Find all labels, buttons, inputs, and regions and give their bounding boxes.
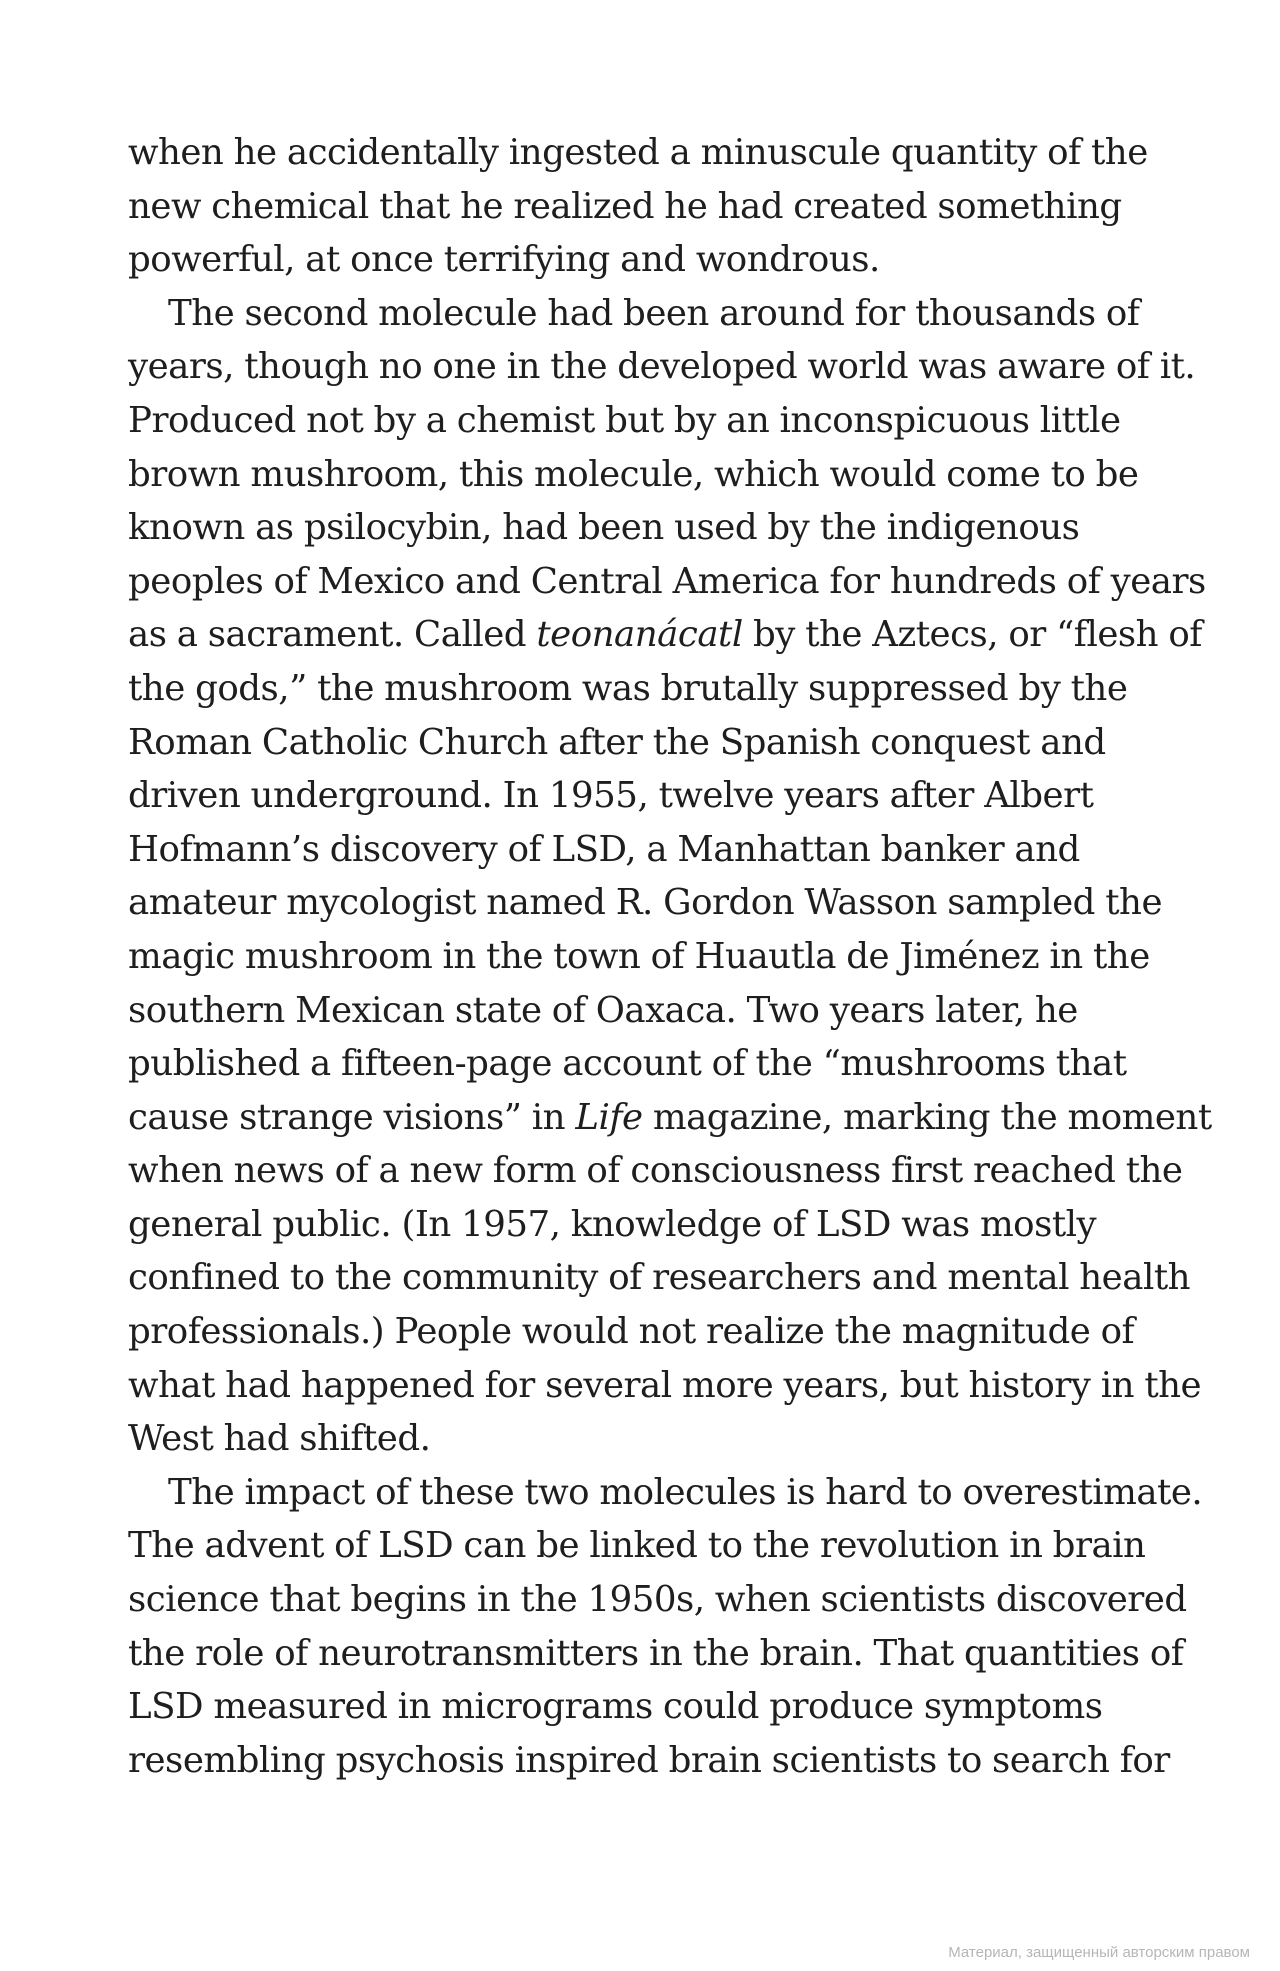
text-line bbox=[128, 1519, 1158, 1573]
text-segment: powerful, at once terrifying and wondrous. bbox=[128, 239, 880, 281]
text-line bbox=[128, 448, 1158, 502]
text-segment: Roman Catholic Church after the Spanish conquest and bbox=[128, 721, 1106, 763]
text-segment: Hofmann’s discovery of LSD, a Manhattan banker and bbox=[128, 828, 1080, 870]
copyright-watermark: Материал, защищенный авторским правом bbox=[948, 1944, 1250, 1961]
text-segment: LSD measured in micrograms could produce symptoms bbox=[128, 1686, 1103, 1728]
text-line bbox=[128, 180, 1158, 234]
text-segment: general public. (In 1957, knowledge of LSD was mostly bbox=[128, 1203, 1097, 1245]
text-line bbox=[128, 501, 1158, 555]
text-segment: The advent of LSD can be linked to the revolution in brain bbox=[128, 1525, 1146, 1567]
paragraph bbox=[128, 126, 1158, 287]
text-segment: what had happened for several more years, but history in the bbox=[128, 1364, 1202, 1406]
text-segment: the role of neurotransmitters in the brain. That quantities of bbox=[128, 1632, 1184, 1674]
text-line bbox=[128, 394, 1158, 448]
paragraph bbox=[128, 1466, 1203, 1788]
text-line bbox=[128, 1680, 1158, 1734]
text-line bbox=[128, 1412, 1158, 1466]
text-line bbox=[128, 1144, 1183, 1198]
text-segment: The second molecule had been around for thousands of bbox=[168, 292, 1140, 334]
text-segment: the gods,” the mushroom was brutally suppressed by the bbox=[128, 667, 1128, 709]
text-line bbox=[128, 555, 1206, 609]
text-line bbox=[128, 608, 1202, 662]
text-line bbox=[128, 1251, 1191, 1305]
text-line bbox=[128, 1466, 1203, 1520]
text-line bbox=[128, 876, 1163, 930]
text-line bbox=[128, 1198, 1158, 1252]
text-segment: years, though no one in the developed world was aware of it. bbox=[128, 346, 1196, 388]
text-line bbox=[128, 769, 1158, 823]
text-segment: when he accidentally ingested a minuscule quantity of the bbox=[128, 132, 1148, 173]
text-line bbox=[128, 716, 1158, 770]
text-segment: by the Aztecs, or “flesh of bbox=[742, 614, 1202, 656]
text-line bbox=[128, 1573, 1187, 1627]
text-segment: new chemical that he realized he had created something bbox=[128, 185, 1122, 227]
text-line bbox=[128, 340, 1196, 394]
text-segment: professionals.) People would not realize the magnitude of bbox=[128, 1311, 1135, 1353]
text-segment: resembling psychosis inspired brain scientists to search for bbox=[128, 1739, 1170, 1781]
text-segment: cause strange visions” in bbox=[128, 1096, 576, 1138]
text-segment: magic mushroom in the town of Huautla de Jiménez in the bbox=[128, 935, 1150, 977]
book-page-body bbox=[128, 126, 1212, 1787]
text-segment: known as psilocybin, had been used by the indigenous bbox=[128, 507, 1080, 549]
text-segment: published a fifteen-page account of the “mushrooms that bbox=[128, 1043, 1127, 1085]
text-line bbox=[128, 1359, 1202, 1413]
text-line bbox=[128, 1734, 1170, 1788]
text-line bbox=[128, 662, 1158, 716]
text-segment: driven underground. In 1955, twelve years after Albert bbox=[128, 775, 1094, 817]
text-line bbox=[128, 1305, 1158, 1359]
text-segment: amateur mycologist named R. Gordon Wasson sampled the bbox=[128, 882, 1163, 924]
text-segment: science that begins in the 1950s, when scientists discovered bbox=[128, 1579, 1187, 1621]
text-line bbox=[128, 1627, 1184, 1681]
italic-text: Life bbox=[575, 1096, 643, 1138]
paragraph bbox=[128, 287, 1212, 1466]
text-segment: brown mushroom, this molecule, which would come to be bbox=[128, 453, 1139, 495]
text-line bbox=[128, 984, 1158, 1038]
text-line bbox=[128, 1037, 1158, 1091]
text-segment: West had shifted. bbox=[128, 1418, 431, 1460]
text-segment: confined to the community of researchers and mental health bbox=[128, 1257, 1191, 1299]
text-line bbox=[128, 287, 1158, 341]
italic-text: teonanácatl bbox=[536, 614, 743, 656]
text-segment: The impact of these two molecules is hard to overestimate. bbox=[168, 1471, 1203, 1513]
text-segment: when news of a new form of consciousness first reached the bbox=[128, 1150, 1183, 1192]
text-line bbox=[128, 930, 1158, 984]
text-segment: southern Mexican state of Oaxaca. Two years later, he bbox=[128, 989, 1078, 1031]
text-segment: Produced not by a chemist but by an inconspicuous little bbox=[128, 399, 1121, 441]
text-line bbox=[128, 126, 1158, 180]
text-line bbox=[128, 1091, 1212, 1145]
text-segment: peoples of Mexico and Central America for hundreds of years bbox=[128, 560, 1206, 602]
text-line bbox=[128, 233, 1158, 287]
text-segment: magazine, marking the moment bbox=[642, 1096, 1212, 1138]
text-segment: as a sacrament. Called bbox=[128, 614, 537, 656]
text-line bbox=[128, 823, 1158, 877]
